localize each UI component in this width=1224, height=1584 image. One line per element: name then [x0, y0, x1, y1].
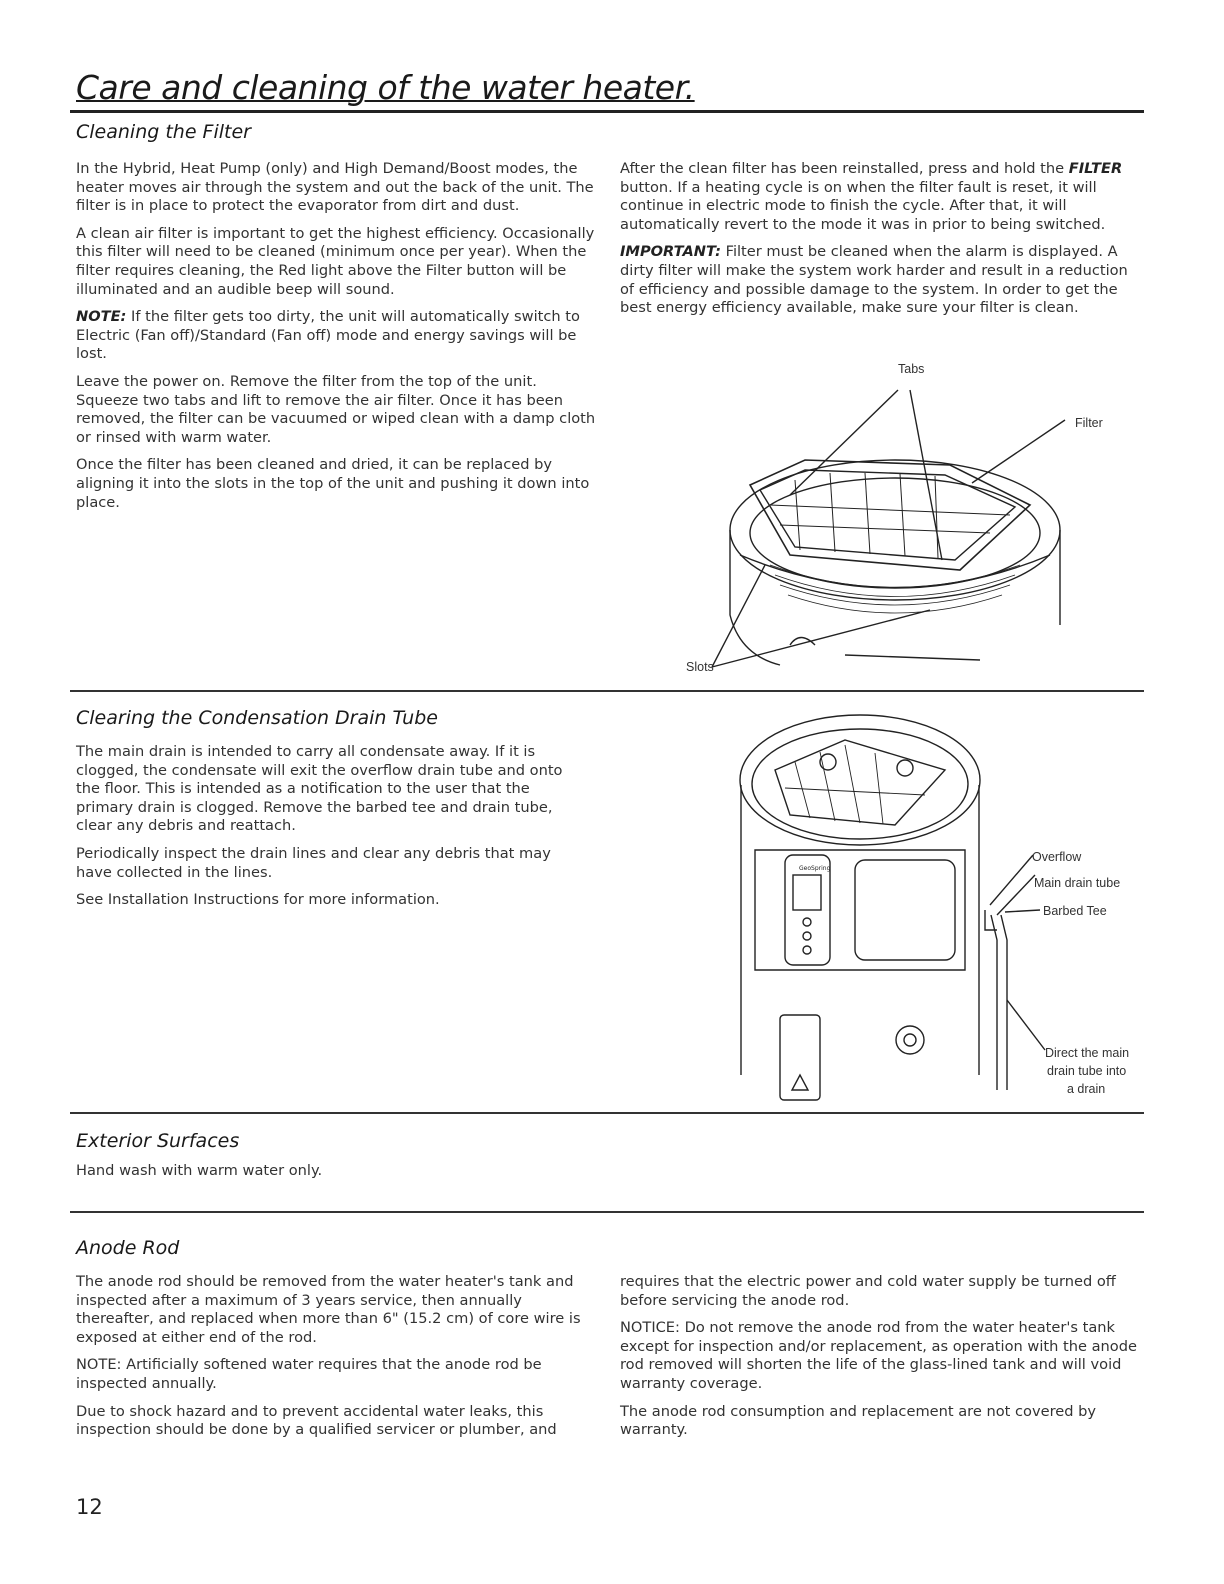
note-label: NOTE: [76, 308, 127, 326]
label-direct-1: Direct the main [1045, 1046, 1130, 1060]
drain-figure [735, 700, 1145, 1105]
page-title: Care and cleaning of the water heater. [76, 68, 695, 107]
tank-top [740, 715, 980, 845]
anode-paragraph-5: The anode rod consumption and replacement are not covered by warranty. [620, 1402, 1097, 1439]
filter-paragraph-3: Leave the power on. Remove the filter from the top of the unit. Squeeze two tabs and lift to remove the air filter. Once it has been removed, the filter can be vacuumed or wiped clean with a damp cloth or rinsed with warm water. [76, 372, 596, 446]
label-barbed-tee: Barbed Tee [1043, 904, 1107, 918]
drain-paragraph-3: See Installation Instructions for more information. [76, 891, 440, 909]
label-slots: Slots [686, 660, 714, 674]
filter-paragraph-4: Once the filter has been cleaned and dried, it can be replaced by aligning it into the slots in the top of the unit and pushing it down into place. [76, 456, 590, 511]
filter-figure [680, 355, 1140, 675]
drain-paragraph-1: The main drain is intended to carry all condensate away. If it is clogged, the condensate will exit the overflow drain tube and onto the floor. This is intended as a notification to the user that the primary drain is clogged. Remove the barbed tee and drain tube, clear any debris and reattach. [76, 743, 563, 835]
section-divider [70, 1112, 1144, 1114]
anode-heading: Anode Rod [76, 1237, 180, 1259]
anode-paragraph-2: NOTE: Artificially softened water requires that the anode rod be inspected annually. [76, 1356, 542, 1392]
section-divider [70, 1211, 1144, 1213]
anode-paragraph-4: requires that the electric power and cold water supply be turned off before servicing the anode rod. [620, 1273, 1116, 1309]
label-main-drain: Main drain tube [1034, 876, 1121, 890]
page-number: 12 [76, 1495, 103, 1519]
label-filter: Filter [1075, 416, 1103, 430]
exterior-heading: Exterior Surfaces [76, 1130, 240, 1152]
label-direct-3: a drain [1067, 1082, 1106, 1096]
filter-paragraph-1: In the Hybrid, Heat Pump (only) and High Demand/Boost modes, the heater moves air through the system and out the back of the unit. The filter is in place to protect the evaporator from dirt and dust. [76, 160, 594, 215]
anode-left-column [76, 1273, 596, 1449]
filter-left-column [76, 160, 596, 521]
filter-right-column [620, 160, 1140, 327]
note-text: If the filter gets too dirty, the unit will automatically switch to Electric (Fan off)/Standard (Fan off) mode and energy savings will be lost. [76, 308, 580, 363]
filter-reinstall-paragraph: After the clean filter has been reinstalled, press and hold the FILTER button. If a heating cycle is on when the filter fault is reset, it will continue in electric mode to finish the cycle. After that, it will automatically revert to the mode it was in prior to being switched. [620, 160, 1123, 233]
label-tabs: Tabs [898, 362, 925, 376]
filter-button-label: FILTER [1068, 160, 1123, 177]
label-overflow: Overflow [1032, 850, 1082, 864]
filter-heading: Cleaning the Filter [76, 121, 251, 143]
title-rule [70, 110, 1144, 113]
important-label: IMPORTANT: [620, 243, 721, 261]
anode-paragraph-1: The anode rod should be removed from the water heater's tank and inspected after a maximum of 3 years service, then annually thereafter, and replaced when more than 6" (15.2 cm) of core wire is exposed at either end of the rod. [76, 1273, 581, 1346]
brand-mark: GeoSpring [799, 865, 831, 872]
anode-notice: NOTICE: Do not remove the anode rod from the water heater's tank except for inspection and/or replacement, as operation with the anode rod removed will shorten the life of the glass-lined tank and will void warranty coverage. [620, 1319, 1137, 1392]
filter-important [620, 243, 1140, 317]
drain-heading: Clearing the Condensation Drain Tube [76, 707, 438, 729]
section-divider [70, 690, 1144, 692]
drain-paragraph-2: Periodically inspect the drain lines and clear any debris that may have collected in the lines. [76, 844, 551, 881]
important-text: Filter must be cleaned when the alarm is displayed. A dirty filter will make the system work harder and result in a reduction of efficiency and possible damage to the system. In order to get the best energy efficiency available, make sure your filter is clean. [620, 243, 1128, 317]
exterior-text: Hand wash with warm water only. [76, 1162, 323, 1179]
filter-note [76, 308, 596, 364]
label-direct-2: drain tube into [1047, 1064, 1127, 1078]
drain-column [76, 743, 591, 919]
filter-paragraph-2: A clean air filter is important to get the highest efficiency. Occasionally this filter will need to be cleaned (minimum once per year). When the filter requires cleaning, the Red light above the Filter button will be illuminated and an audible beep will sound. [76, 224, 595, 298]
anode-right-column [620, 1273, 1140, 1449]
anode-paragraph-3: Due to shock hazard and to prevent accidental water leaks, this inspection should be done by a qualified servicer or plumber, and [76, 1402, 557, 1439]
